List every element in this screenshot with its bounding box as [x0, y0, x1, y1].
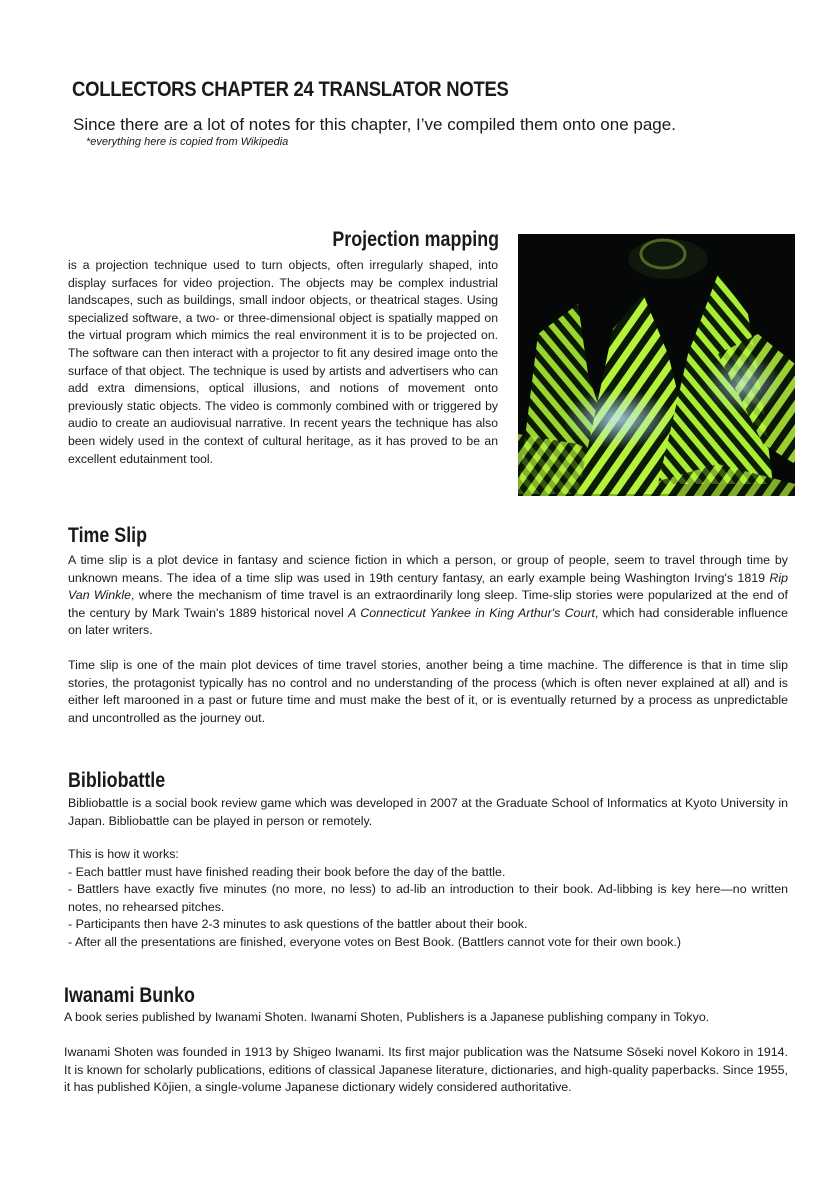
intro-text: Since there are a lot of notes for this chapter, I’ve compiled them onto one page. — [73, 115, 676, 134]
page-title: COLLECTORS CHAPTER 24 TRANSLATOR NOTES — [72, 78, 509, 101]
time-slip-heading: Time Slip — [68, 524, 148, 547]
iwanami-bunko-paragraph-1: A book series published by Iwanami Shoten. Iwanami Shoten, Publishers is a Japanese publishing company in Tokyo. — [64, 1010, 710, 1024]
list-item: - After all the presentations are finished, everyone votes on Best Book. (Battlers cannot vote for their own book.) — [68, 934, 681, 949]
projection-mapping-photo — [518, 234, 795, 496]
time-slip-paragraph-2: Time slip is one of the main plot devices of time travel stories, another being a time machine. The difference is that in time slip stories, the protagonist typically has no control and no understanding of the process (which is often never explained at all) and is either left marooned in a past or future time and must make the best of it, or is eventually returned by a process as unpredictable and uncontrolled as the journey out. — [68, 658, 788, 725]
projection-mapping-text: is a projection technique used to turn objects, often irregularly shaped, into display surfaces for video projection. The objects may be complex industrial landscapes, such as buildings, small indoor objects, or theatrical stages. Using specialized software, a two- or three-dimensional object is spatially mapped on the virtual program which mimics the real environment it is to be projected on. The software can then interact with a projector to fit any desired image onto the surface of that object. The technique is used by artists and advertisers who can add extra dimensions, optical illusions, and notions of movement onto previously static objects. The video is commonly combined with or triggered by audio to create an audiovisual narrative. In recent years the technique has also been widely used in the context of cultural heritage, as it has proved to be an excellent edutainment tool. — [68, 258, 498, 466]
time-slip-paragraph-1: A time slip is a plot device in fantasy and science fiction in which a person, or group of people, seem to travel through time by unknown means. The idea of a time slip was used in 19th century fantasy, an early example being Washington Irving's 1819 Rip Van Winkle, where the mechanism of time travel is an extraordinarily long sleep. Time-slip stories were popularized at the end of the century by Mark Twain's 1889 historical novel A Connecticut Yankee in King Arthur's Court, which had considerable influence on later writers. — [68, 553, 788, 637]
source-note: *everything here is copied from Wikipedia — [86, 136, 289, 148]
bibliobattle-heading: Bibliobattle — [68, 769, 166, 792]
list-intro: This is how it works: — [68, 847, 179, 861]
bibliobattle-rules — [68, 846, 788, 951]
projection-mapping-heading: Projection mapping — [332, 228, 499, 251]
list-item: - Participants then have 2-3 minutes to ask questions of the battler about their book. — [68, 917, 528, 931]
bibliobattle-text: Bibliobattle is a social book review game which was developed in 2007 at the Graduate School of Informatics at Kyoto University in Japan. Bibliobattle can be played in person or remotely. — [68, 796, 788, 828]
iwanami-bunko-heading: Iwanami Bunko — [64, 984, 195, 1007]
iwanami-bunko-paragraph-2: Iwanami Shoten was founded in 1913 by Shigeo Iwanami. Its first major publication was the Natsume Sōseki novel Kokoro in 1914. It is known for scholarly publications, editions of classical Japanese literature, dictionaries, and high-quality paperbacks. Since 1955, it has published Kōjien, a single-volume Japanese dictionary widely considered authoritative. — [64, 1045, 788, 1094]
list-item: - Battlers have exactly five minutes (no more, no less) to ad-lib an introduction to their book. Ad-libbing is key here—no written notes, no rehearsed pitches. — [68, 882, 788, 914]
list-item: - Each battler must have finished reading their book before the day of the battle. — [68, 864, 506, 879]
projection-mapping-illustration — [518, 234, 795, 496]
